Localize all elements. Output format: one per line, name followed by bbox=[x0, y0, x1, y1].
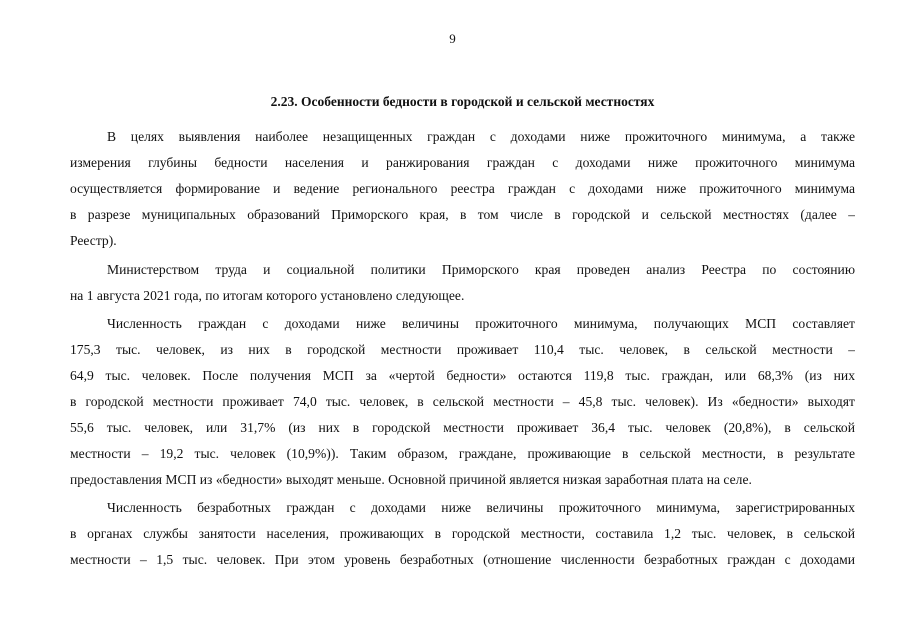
paragraph-3-line-1: Численность граждан с доходами ниже величины прожиточного минимума, получающих МСП составляет bbox=[107, 316, 855, 331]
paragraph-3-line-6: местности – 19,2 тыс. человек (10,9%)). Таким образом, граждане, проживающие в сельской местности, в результате bbox=[70, 446, 855, 461]
paragraph-4-line-1: Численность безработных граждан с доходами ниже величины прожиточного минимума, зарегистрированных bbox=[107, 500, 855, 515]
paragraph-1-line-5: Реестр). bbox=[70, 233, 117, 248]
paragraph-3-line-3: 64,9 тыс. человек. После получения МСП за «чертой бедности» остаются 119,8 тыс. граждан, или 68,3% (из них bbox=[70, 368, 855, 383]
paragraph-1-line-4: в разрезе муниципальных образований Приморского края, в том числе в городской и сельской местностях (далее – bbox=[70, 207, 855, 222]
paragraph-4-line-3: местности – 1,5 тыс. человек. При этом уровень безработных (отношение численности безработных граждан с доходами bbox=[70, 552, 855, 567]
section-heading: 2.23. Особенности бедности в городской и сельской местностях bbox=[270, 94, 655, 109]
page-number: 9 bbox=[449, 31, 456, 46]
paragraph-3-line-4: в городской местности проживает 74,0 тыс. человек, в сельской местности – 45,8 тыс. человек). Из «бедности» выходят bbox=[70, 394, 855, 409]
paragraph-3-line-7: предоставления МСП из «бедности» выходят меньше. Основной причиной является низкая заработная плата на селе. bbox=[70, 472, 752, 487]
paragraph-4-line-2: в органах службы занятости населения, проживающих в городской местности, составила 1,2 тыс. человек, в сельской bbox=[70, 526, 855, 541]
paragraph-2-line-2: на 1 августа 2021 года, по итогам которого установлено следующее. bbox=[70, 288, 465, 303]
paragraph-3-line-5: 55,6 тыс. человек, или 31,7% (из них в городской местности проживает 36,4 тыс. человек (20,8%), в сельской bbox=[70, 420, 855, 435]
paragraph-3-line-2: 175,3 тыс. человек, из них в городской местности проживает 110,4 тыс. человек, в сельской местности – bbox=[70, 342, 855, 357]
paragraph-1-line-1: В целях выявления наиболее незащищенных граждан с доходами ниже прожиточного минимума, а также bbox=[107, 129, 855, 144]
paragraph-1-line-3: осуществляется формирование и ведение регионального реестра граждан с доходами ниже прожиточного минимума bbox=[70, 181, 855, 196]
paragraph-2-line-1: Министерством труда и социальной политики Приморского края проведен анализ Реестра по состоянию bbox=[107, 262, 855, 277]
paragraph-1-line-2: измерения глубины бедности населения и ранжирования граждан с доходами ниже прожиточного минимума bbox=[70, 155, 855, 170]
